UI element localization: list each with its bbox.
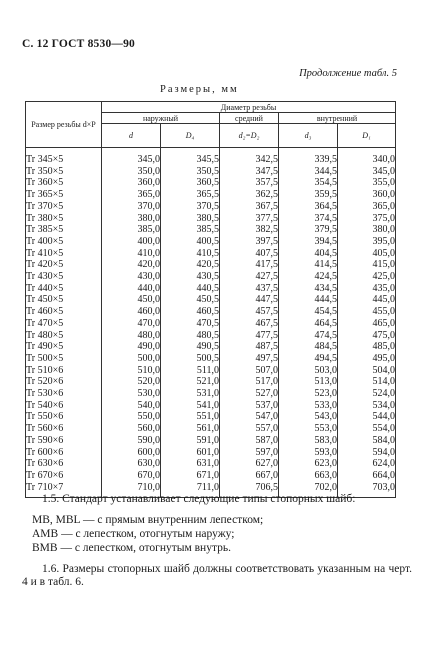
diameter-value-cell: 600,0	[102, 447, 161, 459]
diameter-value-cell: 533,0	[279, 400, 338, 412]
diameter-value-cell: 350,5	[161, 166, 220, 178]
table-row	[26, 294, 396, 306]
diameter-value-cell: 440,0	[102, 283, 161, 295]
page-header: С. 12 ГОСТ 8530—90	[22, 38, 135, 50]
diameter-value-cell: 494,5	[279, 353, 338, 365]
diameter-value-cell: 355,0	[338, 177, 396, 189]
diameter-value-cell: 354,5	[279, 177, 338, 189]
table-row	[26, 189, 396, 201]
table-units-title: Размеры, мм	[160, 84, 239, 95]
diameter-value-cell: 530,0	[102, 388, 161, 400]
table-row	[26, 213, 396, 225]
diameter-value-cell: 400,0	[102, 236, 161, 248]
diameter-value-cell: 470,5	[161, 318, 220, 330]
symbol-d2-D2: d₂=D₂	[220, 124, 279, 148]
thread-dimensions-table	[25, 101, 396, 498]
diameter-value-cell: 374,5	[279, 213, 338, 225]
thread-size-cell: Tr 365×5	[26, 189, 102, 201]
diameter-value-cell: 345,0	[338, 166, 396, 178]
diameter-value-cell: 345,5	[161, 148, 220, 166]
table-row	[26, 388, 396, 400]
diameter-value-cell: 591,0	[161, 435, 220, 447]
thread-size-cell: Tr 385×5	[26, 224, 102, 236]
diameter-value-cell: 370,5	[161, 201, 220, 213]
table-row	[26, 411, 396, 423]
diameter-value-cell: 524,0	[338, 388, 396, 400]
diameter-value-cell: 490,5	[161, 341, 220, 353]
diameter-value-cell: 444,5	[279, 294, 338, 306]
thread-size-cell: Tr 490×5	[26, 341, 102, 353]
diameter-value-cell: 475,0	[338, 330, 396, 342]
thread-size-cell: Tr 410×5	[26, 248, 102, 260]
diameter-value-cell: 357,5	[220, 177, 279, 189]
diameter-value-cell: 534,0	[338, 400, 396, 412]
diameter-value-cell: 495,0	[338, 353, 396, 365]
diameter-value-cell: 405,0	[338, 248, 396, 260]
thread-size-cell: Tr 500×5	[26, 353, 102, 365]
diameter-value-cell: 485,0	[338, 341, 396, 353]
diameter-value-cell: 394,5	[279, 236, 338, 248]
diameter-value-cell: 437,5	[220, 283, 279, 295]
diameter-value-cell: 500,0	[102, 353, 161, 365]
symbol-D1: D₁	[338, 124, 396, 148]
diameter-value-cell: 467,5	[220, 318, 279, 330]
diameter-value-cell: 425,0	[338, 271, 396, 283]
inner-diameter-header: внутренний	[279, 113, 396, 124]
diameter-value-cell: 464,5	[279, 318, 338, 330]
diameter-value-cell: 480,0	[102, 330, 161, 342]
diameter-value-cell: 630,0	[102, 458, 161, 470]
diameter-value-cell: 521,0	[161, 376, 220, 388]
thread-size-cell: Tr 510×6	[26, 365, 102, 377]
diameter-value-cell: 440,5	[161, 283, 220, 295]
thread-size-cell: Tr 590×6	[26, 435, 102, 447]
diameter-value-cell: 359,5	[279, 189, 338, 201]
thread-size-cell: Tr 480×5	[26, 330, 102, 342]
diameter-value-cell: 543,0	[279, 411, 338, 423]
diameter-value-cell: 541,0	[161, 400, 220, 412]
diameter-value-cell: 706,5	[220, 482, 279, 498]
diameter-value-cell: 711,0	[161, 482, 220, 498]
table-row	[26, 259, 396, 271]
paragraph-1-5: 1.5. Стандарт устанавливает следующие типы стопорных шайб:	[42, 493, 356, 505]
diameter-value-cell: 490,0	[102, 341, 161, 353]
diameter-value-cell: 420,0	[102, 259, 161, 271]
diameter-value-cell: 410,5	[161, 248, 220, 260]
diameter-value-cell: 593,0	[279, 447, 338, 459]
diameter-value-cell: 454,5	[279, 306, 338, 318]
table-continuation-label: Продолжение табл. 5	[299, 68, 397, 79]
table-row	[26, 224, 396, 236]
table-row	[26, 341, 396, 353]
diameter-value-cell: 414,5	[279, 259, 338, 271]
diameter-value-cell: 520,0	[102, 376, 161, 388]
table-row	[26, 177, 396, 189]
table-row	[26, 435, 396, 447]
diameter-value-cell: 540,0	[102, 400, 161, 412]
diameter-value-cell: 404,5	[279, 248, 338, 260]
diameter-value-cell: 531,0	[161, 388, 220, 400]
table-row	[26, 400, 396, 412]
diameter-value-cell: 514,0	[338, 376, 396, 388]
diameter-value-cell: 474,5	[279, 330, 338, 342]
thread-size-cell: Tr 550×6	[26, 411, 102, 423]
diameter-value-cell: 500,5	[161, 353, 220, 365]
diameter-value-cell: 560,0	[102, 423, 161, 435]
diameter-value-cell: 344,5	[279, 166, 338, 178]
diameter-value-cell: 360,0	[338, 189, 396, 201]
table-row	[26, 201, 396, 213]
diameter-value-cell: 382,5	[220, 224, 279, 236]
diameter-value-cell: 339,5	[279, 148, 338, 166]
washer-type-amb: AMB — с лепестком, отогнутым наружу;	[32, 528, 235, 540]
diameter-value-cell: 450,0	[102, 294, 161, 306]
diameter-value-cell: 450,5	[161, 294, 220, 306]
diameter-value-cell: 703,0	[338, 482, 396, 498]
diameter-value-cell: 377,5	[220, 213, 279, 225]
diameter-value-cell: 470,0	[102, 318, 161, 330]
diameter-value-cell: 427,5	[220, 271, 279, 283]
thread-size-cell: Tr 350×5	[26, 166, 102, 178]
thread-size-cell: Tr 470×5	[26, 318, 102, 330]
diameter-value-cell: 710,0	[102, 482, 161, 498]
diameter-value-cell: 504,0	[338, 365, 396, 377]
diameter-value-cell: 445,0	[338, 294, 396, 306]
diameter-value-cell: 457,5	[220, 306, 279, 318]
diameter-value-cell: 417,5	[220, 259, 279, 271]
diameter-value-cell: 347,5	[220, 166, 279, 178]
washer-type-bmb: BMB — с лепестком, отогнутым внутрь.	[32, 542, 231, 554]
diameter-value-cell: 537,0	[220, 400, 279, 412]
diameter-value-cell: 544,0	[338, 411, 396, 423]
diameter-value-cell: 365,0	[102, 189, 161, 201]
thread-size-cell: Tr 370×5	[26, 201, 102, 213]
diameter-value-cell: 380,0	[102, 213, 161, 225]
thread-size-cell: Tr 630×6	[26, 458, 102, 470]
outer-diameter-header: наружный	[102, 113, 220, 124]
diameter-value-cell: 702,0	[279, 482, 338, 498]
table-row	[26, 271, 396, 283]
thread-size-cell: Tr 380×5	[26, 213, 102, 225]
diameter-value-cell: 590,0	[102, 435, 161, 447]
diameter-value-cell: 561,0	[161, 423, 220, 435]
diameter-value-cell: 360,0	[102, 177, 161, 189]
diameter-value-cell: 584,0	[338, 435, 396, 447]
diameter-value-cell: 367,5	[220, 201, 279, 213]
size-column-header: Размер резьбы d×P	[26, 102, 102, 148]
diameter-value-cell: 513,0	[279, 376, 338, 388]
thread-size-cell: Tr 560×6	[26, 423, 102, 435]
diameter-value-cell: 380,0	[338, 224, 396, 236]
diameter-value-cell: 583,0	[279, 435, 338, 447]
diameter-value-cell: 503,0	[279, 365, 338, 377]
diameter-value-cell: 397,5	[220, 236, 279, 248]
diameter-value-cell: 365,0	[338, 201, 396, 213]
diameter-value-cell: 407,5	[220, 248, 279, 260]
table-row	[26, 166, 396, 178]
diameter-value-cell: 375,0	[338, 213, 396, 225]
diameter-value-cell: 447,5	[220, 294, 279, 306]
thread-size-cell: Tr 360×5	[26, 177, 102, 189]
diameter-value-cell: 370,0	[102, 201, 161, 213]
diameter-value-cell: 670,0	[102, 470, 161, 482]
diameter-value-cell: 663,0	[279, 470, 338, 482]
table-row	[26, 423, 396, 435]
diameter-value-cell: 340,0	[338, 148, 396, 166]
diameter-value-cell: 434,5	[279, 283, 338, 295]
diameter-value-cell: 460,5	[161, 306, 220, 318]
diameter-value-cell: 477,5	[220, 330, 279, 342]
thread-size-cell: Tr 600×6	[26, 447, 102, 459]
diameter-value-cell: 400,5	[161, 236, 220, 248]
table-row	[26, 248, 396, 260]
thread-size-cell: Tr 400×5	[26, 236, 102, 248]
diameter-value-cell: 435,0	[338, 283, 396, 295]
thread-size-cell: Tr 450×5	[26, 294, 102, 306]
symbol-d: d	[102, 124, 161, 148]
diameter-value-cell: 424,5	[279, 271, 338, 283]
diameter-value-cell: 420,5	[161, 259, 220, 271]
thread-size-cell: Tr 520×6	[26, 376, 102, 388]
diameter-value-cell: 517,0	[220, 376, 279, 388]
diameter-value-cell: 587,0	[220, 435, 279, 447]
thread-size-cell: Tr 345×5	[26, 148, 102, 166]
thread-size-cell: Tr 710×7	[26, 482, 102, 498]
table-body	[26, 148, 396, 498]
table-row	[26, 330, 396, 342]
thread-size-cell: Tr 540×6	[26, 400, 102, 412]
diameter-value-cell: 385,5	[161, 224, 220, 236]
diameter-value-cell: 430,0	[102, 271, 161, 283]
diameter-value-cell: 415,0	[338, 259, 396, 271]
diameter-value-cell: 594,0	[338, 447, 396, 459]
table-row	[26, 458, 396, 470]
diameter-value-cell: 480,5	[161, 330, 220, 342]
thread-size-cell: Tr 530×6	[26, 388, 102, 400]
diameter-value-cell: 362,5	[220, 189, 279, 201]
diameter-value-cell: 547,0	[220, 411, 279, 423]
thread-size-cell: Tr 440×5	[26, 283, 102, 295]
diameter-value-cell: 395,0	[338, 236, 396, 248]
diameter-value-cell: 631,0	[161, 458, 220, 470]
diameter-value-cell: 554,0	[338, 423, 396, 435]
diameter-value-cell: 553,0	[279, 423, 338, 435]
middle-diameter-header: средний	[220, 113, 279, 124]
thread-size-cell: Tr 670×6	[26, 470, 102, 482]
diameter-value-cell: 410,0	[102, 248, 161, 260]
diameter-value-cell: 455,0	[338, 306, 396, 318]
diameter-value-cell: 484,5	[279, 341, 338, 353]
diameter-value-cell: 360,5	[161, 177, 220, 189]
diameter-value-cell: 507,0	[220, 365, 279, 377]
thread-size-cell: Tr 430×5	[26, 271, 102, 283]
diameter-value-cell: 667,0	[220, 470, 279, 482]
diameter-value-cell: 510,0	[102, 365, 161, 377]
diameter-value-cell: 365,5	[161, 189, 220, 201]
table-row	[26, 353, 396, 365]
diameter-value-cell: 550,0	[102, 411, 161, 423]
table-row	[26, 236, 396, 248]
diameter-value-cell: 364,5	[279, 201, 338, 213]
diameter-value-cell: 430,5	[161, 271, 220, 283]
diameter-value-cell: 671,0	[161, 470, 220, 482]
diameter-value-cell: 511,0	[161, 365, 220, 377]
diameter-value-cell: 342,5	[220, 148, 279, 166]
thread-size-cell: Tr 420×5	[26, 259, 102, 271]
diameter-value-cell: 385,0	[102, 224, 161, 236]
table-row	[26, 283, 396, 295]
symbol-D4: D₄	[161, 124, 220, 148]
diameter-value-cell: 345,0	[102, 148, 161, 166]
diameter-value-cell: 497,5	[220, 353, 279, 365]
diameter-value-cell: 380,5	[161, 213, 220, 225]
symbol-d3: d₃	[279, 124, 338, 148]
paragraph-1-6: 1.6. Размеры стопорных шайб должны соответствовать указанным на черт. 4 и в табл. 6.	[22, 563, 412, 588]
diameter-value-cell: 597,0	[220, 447, 279, 459]
diameter-value-cell: 623,0	[279, 458, 338, 470]
diameter-header: Диаметр резьбы	[102, 102, 396, 113]
diameter-value-cell: 557,0	[220, 423, 279, 435]
diameter-value-cell: 523,0	[279, 388, 338, 400]
table-row	[26, 306, 396, 318]
diameter-value-cell: 627,0	[220, 458, 279, 470]
diameter-value-cell: 379,5	[279, 224, 338, 236]
thread-size-cell: Tr 460×5	[26, 306, 102, 318]
diameter-value-cell: 601,0	[161, 447, 220, 459]
diameter-value-cell: 551,0	[161, 411, 220, 423]
diameter-value-cell: 465,0	[338, 318, 396, 330]
diameter-value-cell: 350,0	[102, 166, 161, 178]
diameter-value-cell: 664,0	[338, 470, 396, 482]
table-row	[26, 470, 396, 482]
diameter-value-cell: 624,0	[338, 458, 396, 470]
table-row	[26, 365, 396, 377]
diameter-value-cell: 527,0	[220, 388, 279, 400]
washer-type-mb: MB, MBL — с прямым внутренним лепестком;	[32, 514, 264, 526]
diameter-value-cell: 460,0	[102, 306, 161, 318]
table-row	[26, 148, 396, 166]
table-row	[26, 376, 396, 388]
table-row	[26, 447, 396, 459]
table-row	[26, 318, 396, 330]
diameter-value-cell: 487,5	[220, 341, 279, 353]
